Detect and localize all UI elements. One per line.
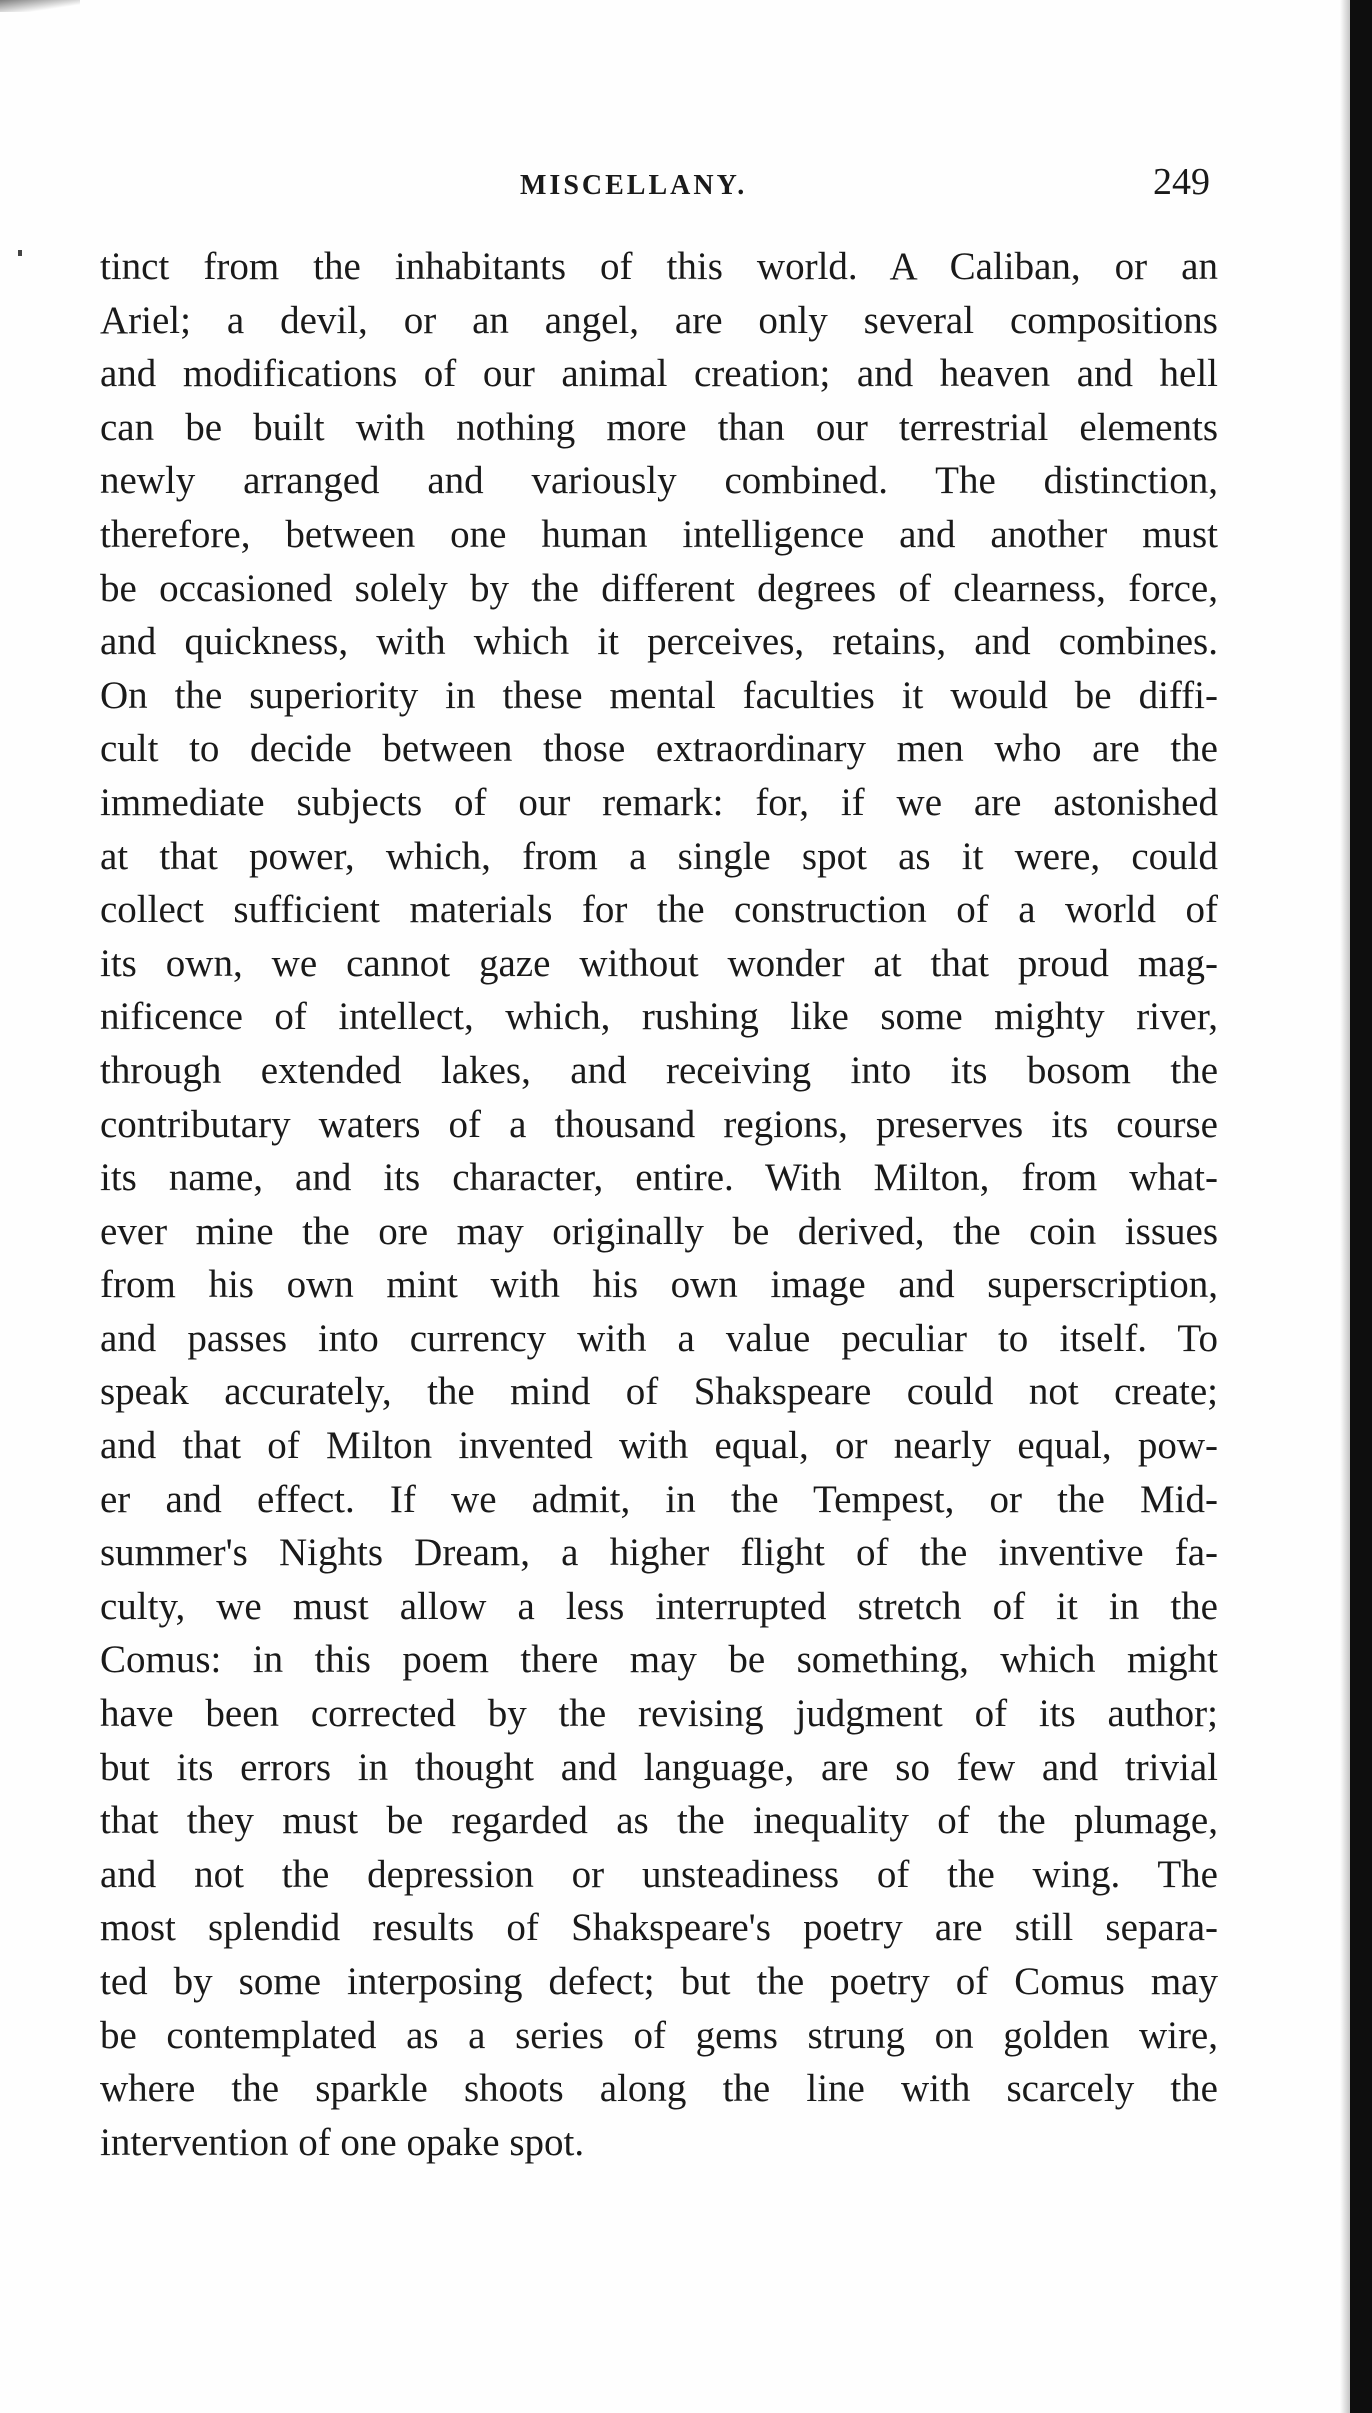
text-line: its name, and its character, entire. With Milton, from what- <box>100 1156 1218 1200</box>
text-line: from his own mint with his own image and superscription, <box>100 1263 1218 1307</box>
text-line: nificence of intellect, which, rushing like some mighty river, <box>100 995 1218 1039</box>
text-line: Ariel; a devil, or an angel, are only several compositions <box>100 298 1218 342</box>
text-line: newly arranged and variously combined. The distinction, <box>100 459 1218 503</box>
running-head: MISCELLANY. <box>520 170 748 201</box>
margin-mark <box>18 250 22 256</box>
text-line: contributary waters of a thousand regions, preserves its course <box>100 1102 1218 1146</box>
text-line: tinct from the inhabitants of this world. A Caliban, or an <box>100 245 1218 288</box>
text-line: er and effect. If we admit, in the Tempest, or the Mid- <box>100 1477 1218 1521</box>
page-header <box>100 160 1210 220</box>
gutter-shadow <box>1340 0 1350 2413</box>
text-line: be occasioned solely by the different degrees of clearness, force, <box>100 566 1218 610</box>
text-line: its own, we cannot gaze without wonder at that proud mag- <box>100 941 1218 985</box>
text-line: be contemplated as a series of gems strung on golden wire, <box>100 2013 1218 2057</box>
text-line: speak accurately, the mind of Shakspeare could not create; <box>100 1370 1218 1414</box>
text-line: On the superiority in these mental faculties it would be diffi- <box>100 673 1218 717</box>
text-line: and not the depression or unsteadiness of the wing. The <box>100 1852 1218 1896</box>
text-line: cult to decide between those extraordinary men who are the <box>100 727 1218 771</box>
text-line: collect sufficient materials for the construction of a world of <box>100 888 1218 932</box>
text-line: through extended lakes, and receiving into its bosom the <box>100 1048 1218 1092</box>
text-line: that they must be regarded as the inequality of the plumage, <box>100 1799 1218 1843</box>
text-line: immediate subjects of our remark: for, if we are astonished <box>100 780 1218 824</box>
text-line: but its errors in thought and language, are so few and trivial <box>100 1745 1218 1789</box>
text-line: and that of Milton invented with equal, or nearly equal, pow- <box>100 1424 1218 1468</box>
text-line: have been corrected by the revising judgment of its author; <box>100 1692 1218 1736</box>
text-line: ever mine the ore may originally be derived, the coin issues <box>100 1209 1218 1253</box>
page-edge <box>1350 0 1372 2413</box>
corner-scan-mark <box>0 0 80 12</box>
text-line: therefore, between one human intelligence and another must <box>100 512 1218 556</box>
page-number: 249 <box>1153 161 1210 203</box>
text-line: Comus: in this poem there may be something, which might <box>100 1638 1218 1682</box>
text-line: intervention of one opake spot. <box>100 2120 585 2164</box>
text-line: and passes into currency with a value peculiar to itself. To <box>100 1316 1218 1360</box>
text-line: most splendid results of Shakspeare's poetry are still separa- <box>100 1906 1218 1950</box>
text-line: and modifications of our animal creation; and heaven and hell <box>100 352 1218 396</box>
text-line: ted by some interposing defect; but the poetry of Comus may <box>100 1960 1218 2003</box>
text-line: culty, we must allow a less interrupted stretch of it in the <box>100 1584 1218 1628</box>
text-line: can be built with nothing more than our terrestrial elements <box>100 405 1218 449</box>
text-line: where the sparkle shoots along the line with scarcely the <box>100 2067 1218 2111</box>
body-text <box>100 240 1218 2169</box>
text-line: summer's Nights Dream, a higher flight of the inventive fa- <box>100 1531 1218 1575</box>
text-line: and quickness, with which it perceives, retains, and combines. <box>100 620 1218 664</box>
text-line: at that power, which, from a single spot as it were, could <box>100 834 1218 878</box>
